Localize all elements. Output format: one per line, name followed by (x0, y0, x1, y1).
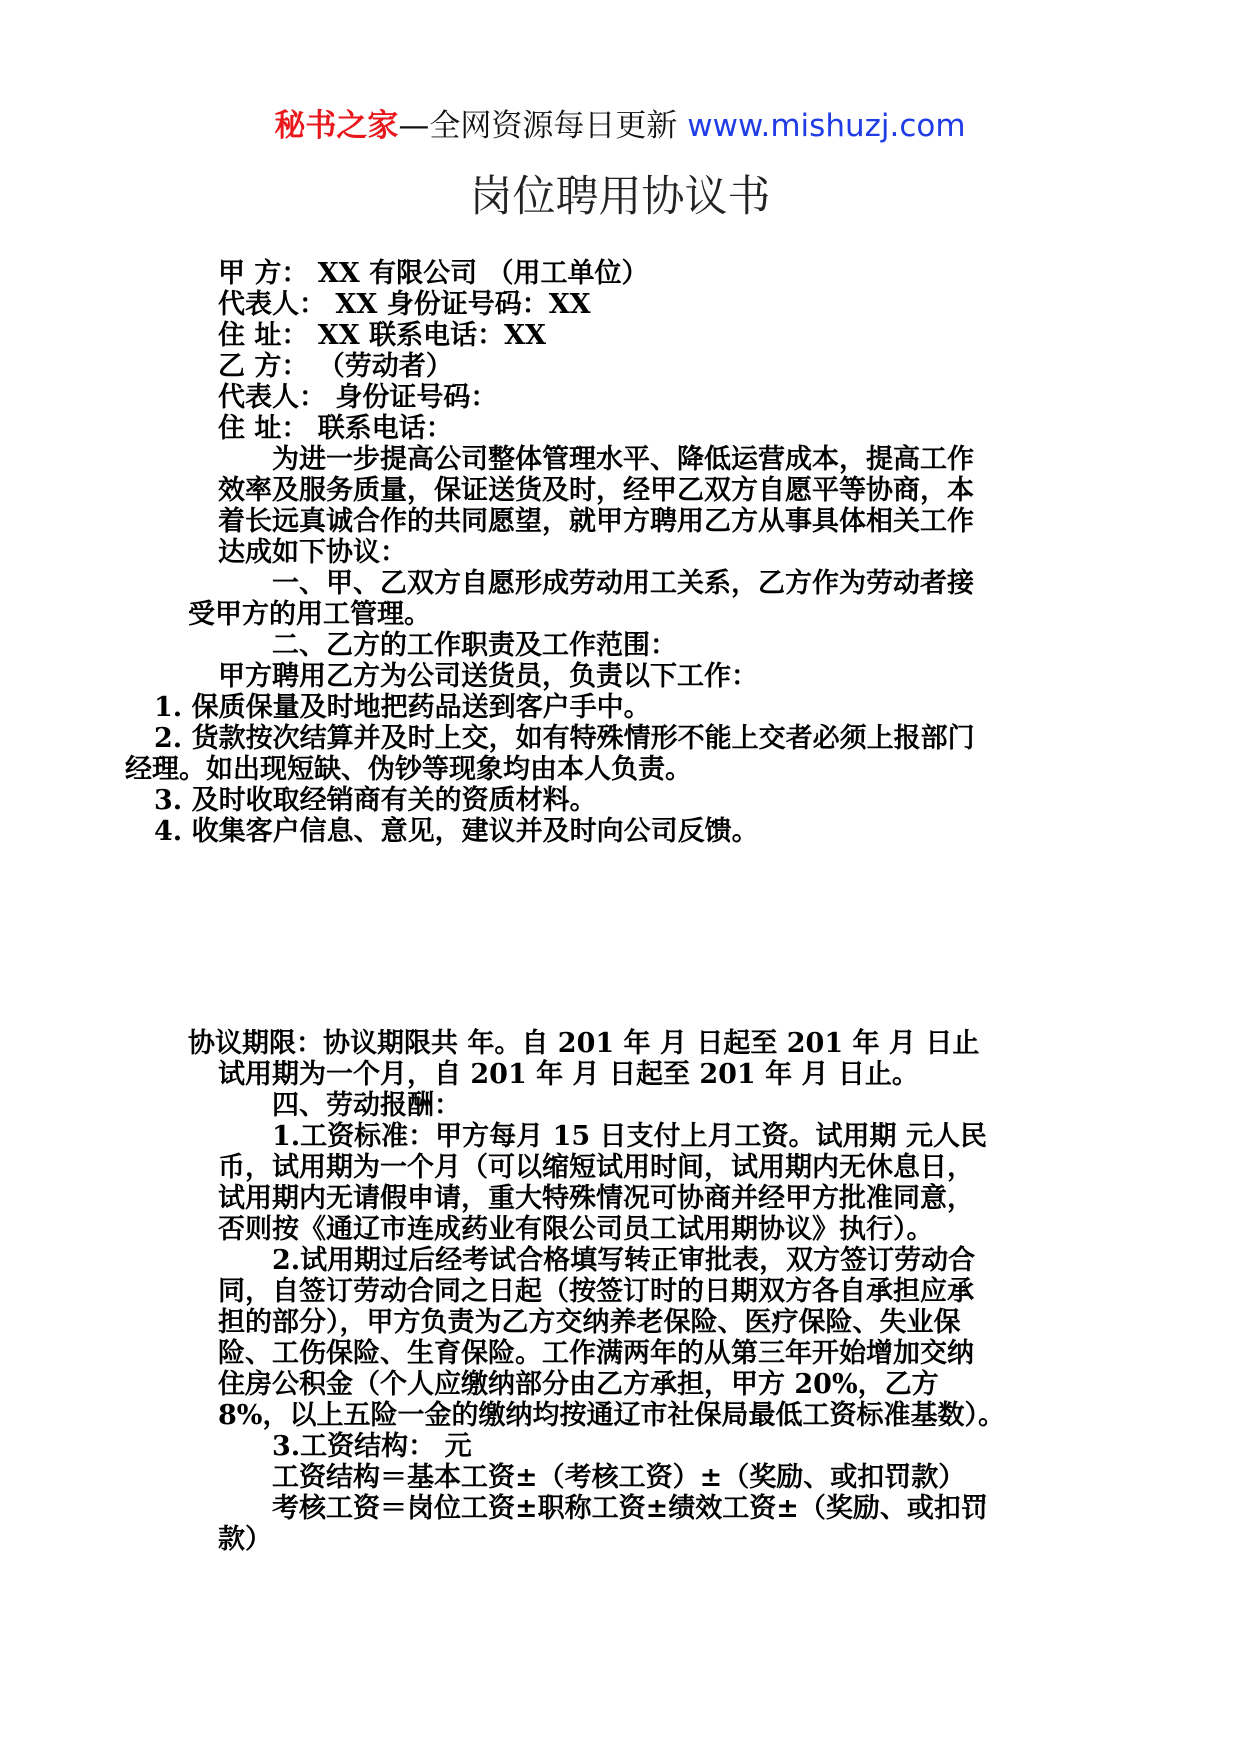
party-a-address-line: 住 址： XX 联系电话：XX (218, 320, 546, 351)
compensation-line: 款） (218, 1524, 272, 1555)
site-url[interactable]: www.mishuzj.com (687, 108, 966, 144)
compensation-line: 否则按《通辽市连成药业有限公司员工试用期协议》执行）。 (218, 1214, 934, 1245)
preamble-line: 为进一步提高公司整体管理水平、降低运营成本，提高工作 (272, 444, 974, 475)
compensation-line: 同，自签订劳动合同之日起（按签订时的日期双方各自承担应承 (218, 1276, 974, 1307)
section-one-line: 一、甲、乙双方自愿形成劳动用工关系，乙方作为劳动者接 (272, 568, 974, 599)
compensation-line: 险、工伤保险、生育保险。工作满两年的从第三年开始增加交纳 (218, 1338, 974, 1369)
party-a-representative-line: 代表人： XX 身份证号码：XX (218, 289, 591, 320)
compensation-line: 工资结构＝基本工资±（考核工资）±（奖励、或扣罚款） (272, 1462, 966, 1493)
site-tagline: —全网资源每日更新 (398, 108, 678, 144)
term-line: 协议期限：协议期限共 年。自 201 年 月 日起至 201 年 月 日止 (188, 1028, 980, 1059)
section-two-intro: 甲方聘用乙方为公司送货员，负责以下工作： (218, 661, 758, 692)
duty-item: 3. 及时收取经销商有关的资质材料。 (154, 785, 597, 816)
party-a-line: 甲 方： XX 有限公司 （用工单位） (218, 258, 649, 289)
duty-item: 2. 货款按次结算并及时上交，如有特殊情形不能上交者必须上报部门 (154, 723, 975, 754)
duty-item-continued: 经理。如出现短缺、伪钞等现象均由本人负责。 (125, 754, 692, 785)
compensation-line: 住房公积金（个人应缴纳部分由乙方承担，甲方 20%，乙方 (218, 1369, 939, 1400)
compensation-line: 1.工资标准：甲方每月 15 日支付上月工资。试用期 元人民 (272, 1121, 987, 1152)
party-b-line: 乙 方： （劳动者） (218, 351, 453, 382)
compensation-line: 试用期内无请假申请，重大特殊情况可协商并经甲方批准同意， (218, 1183, 974, 1214)
party-b-address-line: 住 址： 联系电话： (218, 413, 453, 444)
compensation-line: 8%，以上五险一金的缴纳均按通辽市社保局最低工资标准基数）。 (218, 1400, 1005, 1431)
section-four-heading: 四、劳动报酬： (272, 1090, 461, 1121)
compensation-line: 3.工资结构： 元 (272, 1431, 472, 1462)
preamble-line: 着长远真诚合作的共同愿望，就甲方聘用乙方从事具体相关工作 (218, 506, 974, 537)
section-two-heading: 二、乙方的工作职责及工作范围： (272, 630, 677, 661)
site-name: 秘书之家 (274, 108, 399, 144)
preamble-line: 效率及服务质量，保证送货及时，经甲乙双方自愿平等协商，本 (218, 475, 974, 506)
party-b-representative-line: 代表人： 身份证号码： (218, 382, 498, 413)
compensation-line: 担的部分），甲方负责为乙方交纳养老保险、医疗保险、失业保 (218, 1307, 961, 1338)
compensation-line: 考核工资＝岗位工资±职称工资±绩效工资±（奖励、或扣罚 (272, 1493, 988, 1524)
compensation-line: 2.试用期过后经考试合格填写转正审批表，双方签订劳动合 (272, 1245, 976, 1276)
document-title: 岗位聘用协议书 (469, 172, 771, 222)
probation-line: 试用期为一个月，自 201 年 月 日起至 201 年 月 日止。 (218, 1059, 919, 1090)
site-header (0, 100, 1240, 145)
section-one-line: 受甲方的用工管理。 (188, 599, 431, 630)
preamble-line: 达成如下协议： (218, 537, 407, 568)
duty-item: 4. 收集客户信息、意见，建议并及时向公司反馈。 (154, 816, 759, 847)
duty-item: 1. 保质保量及时地把药品送到客户手中。 (154, 692, 651, 723)
compensation-line: 币，试用期为一个月（可以缩短试用时间，试用期内无休息日， (218, 1152, 974, 1183)
